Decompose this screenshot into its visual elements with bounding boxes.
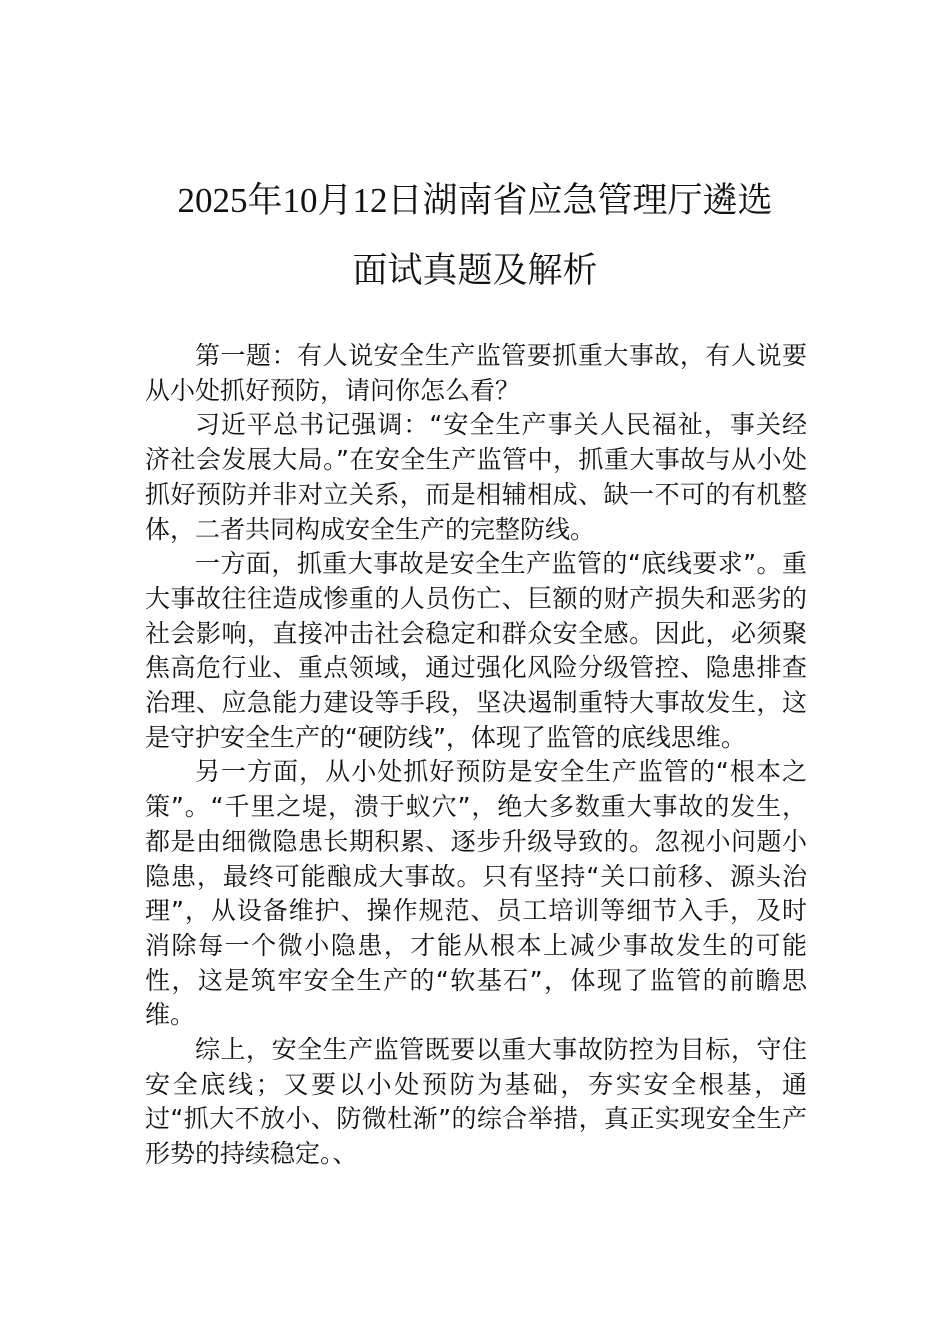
answer-point-2-paragraph: 另一方面，从小处抓好预防是安全生产监管的“根本之策”。“千里之堤，溃于蚁穴”，绝大多数重大事故的发生，都是由细微隐患长期积累、逐步升级导致的。忽视小问题小隐患，最终可能酿成大事故。只有坚持“关口前移、源头治理”，从设备维护、操作规范、员工培训等细节入手，及时消除每一个微小隐患，才能从根本上减少事故发生的可能性，这是筑牢安全生产的“软基石”，体现了监管的前瞻思维。: [145, 757, 807, 1030]
document-title-line-1: 2025年10月12日湖南省应急管理厅遴选: [177, 181, 773, 220]
answer-conclusion-paragraph: 综上，安全生产监管既要以重大事故防控为目标，守住安全底线；又要以小处预防为基础，夯实安全根基，通过“抓大不放小、防微杜渐”的综合举措，真正实现安全生产形势的持续稳定。、: [145, 1035, 807, 1169]
answer-intro-paragraph: 习近平总书记强调：“安全生产事关人民福祉，事关经济社会发展大局。”在安全生产监管中，抓重大事故与从小处抓好预防并非对立关系，而是相辅相成、缺一不可的有机整体，二者共同构成安全生产的完整防线。: [145, 410, 807, 544]
document-body: [145, 339, 807, 1172]
document-title-line-2: 面试真题及解析: [352, 251, 598, 290]
question-paragraph: 第一题：有人说安全生产监管要抓重大事故，有人说要从小处抓好预防，请问你怎么看？: [145, 341, 807, 405]
answer-point-1-paragraph: 一方面，抓重大事故是安全生产监管的“底线要求”。重大事故往往造成惨重的人员伤亡、巨额的财产损失和恶劣的社会影响，直接冲击社会稳定和群众安全感。因此，必须聚焦高危行业、重点领域，通过强化风险分级管控、隐患排查治理、应急能力建设等手段，坚决遏制重特大事故发生，这是守护安全生产的“硬防线”，体现了监管的底线思维。: [145, 549, 807, 752]
